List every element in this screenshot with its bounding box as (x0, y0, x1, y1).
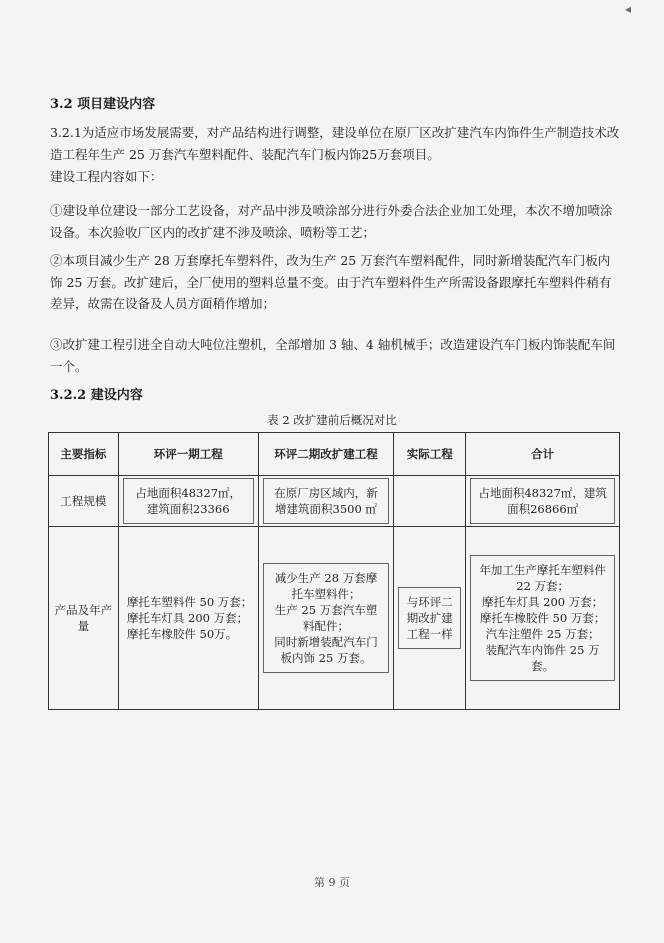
cell-text: 占地面积48327㎡，建筑面积26866㎡ (470, 478, 615, 524)
row-label: 工程规模 (49, 476, 119, 527)
section-title: 3.2 项目建设内容 (50, 97, 156, 112)
cell-text: 在原厂房区域内，新增建筑面积3500 ㎡ (263, 478, 390, 524)
page-number: 第 9 页 (314, 876, 350, 889)
cell-line: 摩托车橡胶件 50万。 (126, 627, 238, 641)
cell-text: 占地面积48327㎡，建筑面积23366 (123, 478, 254, 524)
table-cell (258, 476, 394, 527)
paragraph-content-heading: 建设工程内容如下： (50, 169, 163, 184)
table-cell (466, 476, 620, 527)
comparison-table (48, 432, 620, 710)
header-cell: 环评一期工程 (118, 433, 258, 476)
table-cell (258, 527, 394, 710)
list-item-2: ②本项目减少生产 28 万套摩托车塑料件，改为生产 25 万套汽车塑料配件，同时新增装配汽车门板内饰 25 万套。改扩建后，全厂使用的塑料总量不变。由于汽车塑料件生产所需设备跟摩托车塑料件稍有差异，故需在设备及人员方面稍作增加； (50, 253, 612, 311)
corner-mark: ◂ (625, 2, 632, 16)
table-cell (118, 527, 258, 710)
cell-text: 与环评二期改扩建工程一样 (398, 587, 461, 649)
cell-line: 摩托车灯具 200 万套； (126, 611, 249, 625)
table-header-row (49, 433, 620, 476)
list-item-3: ③改扩建工程引进全自动大吨位注塑机，全部增加 3 轴、4 轴机械手；改造建设汽车门板内饰装配车间一个。 (50, 337, 616, 374)
table-row (49, 476, 620, 527)
header-cell: 合计 (466, 433, 620, 476)
cell-line: 摩托车灯具 200 万套； 摩托车橡胶件 50 万套； (479, 595, 606, 625)
table-row (49, 527, 620, 710)
subsection-title: 3.2.2 建设内容 (50, 388, 143, 403)
list-item-1: ①建设单位建设一部分工艺设备，对产品中涉及喷涂部分进行外委合法企业加工处理，本次不增加喷涂设备。本次验收厂区内的改扩建不涉及喷涂、喷粉等工艺； (50, 203, 613, 240)
cell-line: 年加工生产摩托车塑料件 22 万套； (479, 563, 606, 593)
cell-line: 汽车注塑件 25 万套； (485, 627, 600, 641)
table-cell (118, 476, 258, 527)
paragraph-intro: 3.2.1为适应市场发展需要，对产品结构进行调整，建设单位在原厂区改扩建汽车内饰件生产制造技术改造工程年生产 25 万套汽车塑料配件、装配汽车门板内饰25万套项目。 (50, 125, 620, 162)
header-cell: 环评二期改扩建工程 (258, 433, 394, 476)
row-label: 产品及年产量 (49, 527, 119, 710)
cell-line: 减少生产 28 万套摩托车塑料件； (274, 571, 378, 601)
cell-line: 同时新增装配汽车门板内饰 25 万套。 (274, 635, 378, 665)
header-cell: 实际工程 (394, 433, 466, 476)
table-cell (466, 527, 620, 710)
cell-line: 装配汽车内饰件 25 万套。 (485, 643, 600, 673)
table-caption: 表 2 改扩建前后概况对比 (267, 413, 397, 427)
cell-line: 摩托车塑料件 50 万套； (126, 595, 253, 609)
cell-line: 生产 25 万套汽车塑料配件； (274, 603, 378, 633)
table-cell (394, 476, 466, 527)
header-cell: 主要指标 (49, 433, 119, 476)
table-cell (394, 527, 466, 710)
